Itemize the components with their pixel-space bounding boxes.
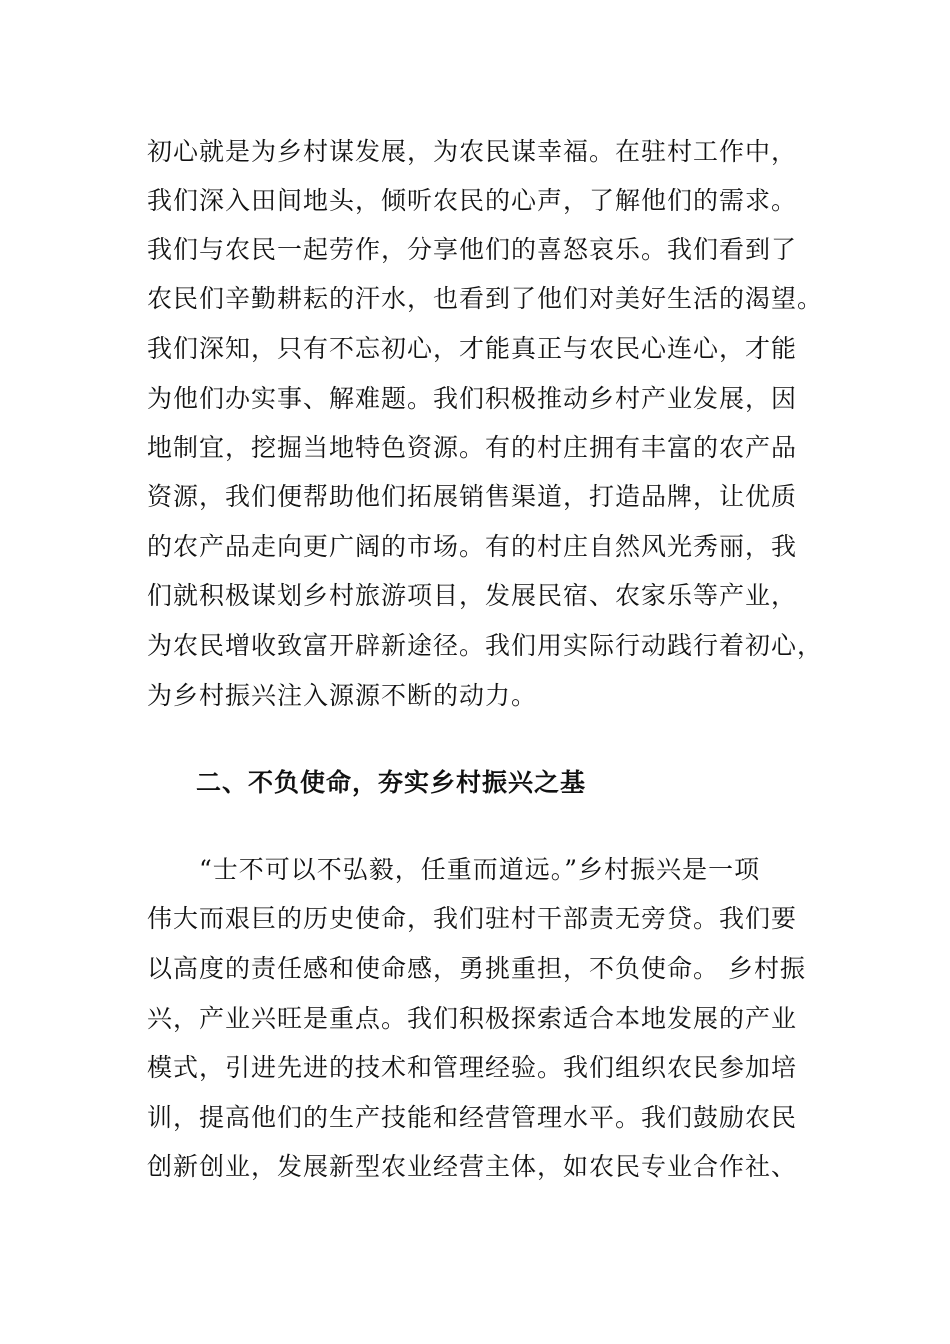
paragraph-2-line-3: 以高度的责任感和使命感，勇挑重担，不负使命。 乡村振 — [147, 954, 806, 983]
paragraph-2-line-5: 模式，引进先进的技术和管理经验。我们组织农民参加培 — [147, 1053, 798, 1082]
section-heading: 二、不负使命，夯实乡村振兴之基 — [196, 768, 587, 797]
paragraph-2-line-2: 伟大而艰巨的历史使命，我们驻村干部责无旁贷。我们要 — [147, 904, 798, 933]
paragraph-2-line-1: “士不可以不弘毅，任重而道远。”乡村振兴是一项 — [147, 855, 761, 884]
paragraph-1-line-1: 初心就是为乡村谋发展，为农民谋幸福。在驻村工作中， — [147, 137, 798, 166]
paragraph-1-line-8: 资源，我们便帮助他们拓展销售渠道，打造品牌，让优质 — [147, 482, 798, 511]
paragraph-1-line-7: 地制宜，挖掘当地特色资源。有的村庄拥有丰富的农产品 — [147, 433, 798, 462]
paragraph-1-line-6: 为他们办实事、解难题。我们积极推动乡村产业发展，因 — [147, 384, 798, 413]
paragraph-1-line-4: 农民们辛勤耕耘的汗水，也看到了他们对美好生活的渴望。 — [147, 284, 824, 313]
paragraph-2-line-6: 训，提高他们的生产技能和经营管理水平。我们鼓励农民 — [147, 1103, 798, 1132]
paragraph-1-line-10: 们就积极谋划乡村旅游项目，发展民宿、农家乐等产业， — [147, 581, 798, 610]
paragraph-1-line-2: 我们深入田间地头，倾听农民的心声，了解他们的需求。 — [147, 186, 798, 215]
paragraph-1-line-11: 为农民增收致富开辟新途径。我们用实际行动践行着初心， — [147, 631, 824, 660]
paragraph-2-line-4: 兴，产业兴旺是重点。我们积极探索适合本地发展的产业 — [147, 1004, 798, 1033]
paragraph-1-line-5: 我们深知，只有不忘初心，才能真正与农民心连心，才能 — [147, 334, 798, 363]
paragraph-1-line-3: 我们与农民一起劳作，分享他们的喜怒哀乐。我们看到了 — [147, 235, 798, 264]
paragraph-1-line-12: 为乡村振兴注入源源不断的动力。 — [147, 681, 538, 710]
paragraph-1-line-9: 的农产品走向更广阔的市场。有的村庄自然风光秀丽，我 — [147, 532, 798, 561]
paragraph-2-line-7: 创新创业，发展新型农业经营主体，如农民专业合作社、 — [147, 1152, 798, 1181]
